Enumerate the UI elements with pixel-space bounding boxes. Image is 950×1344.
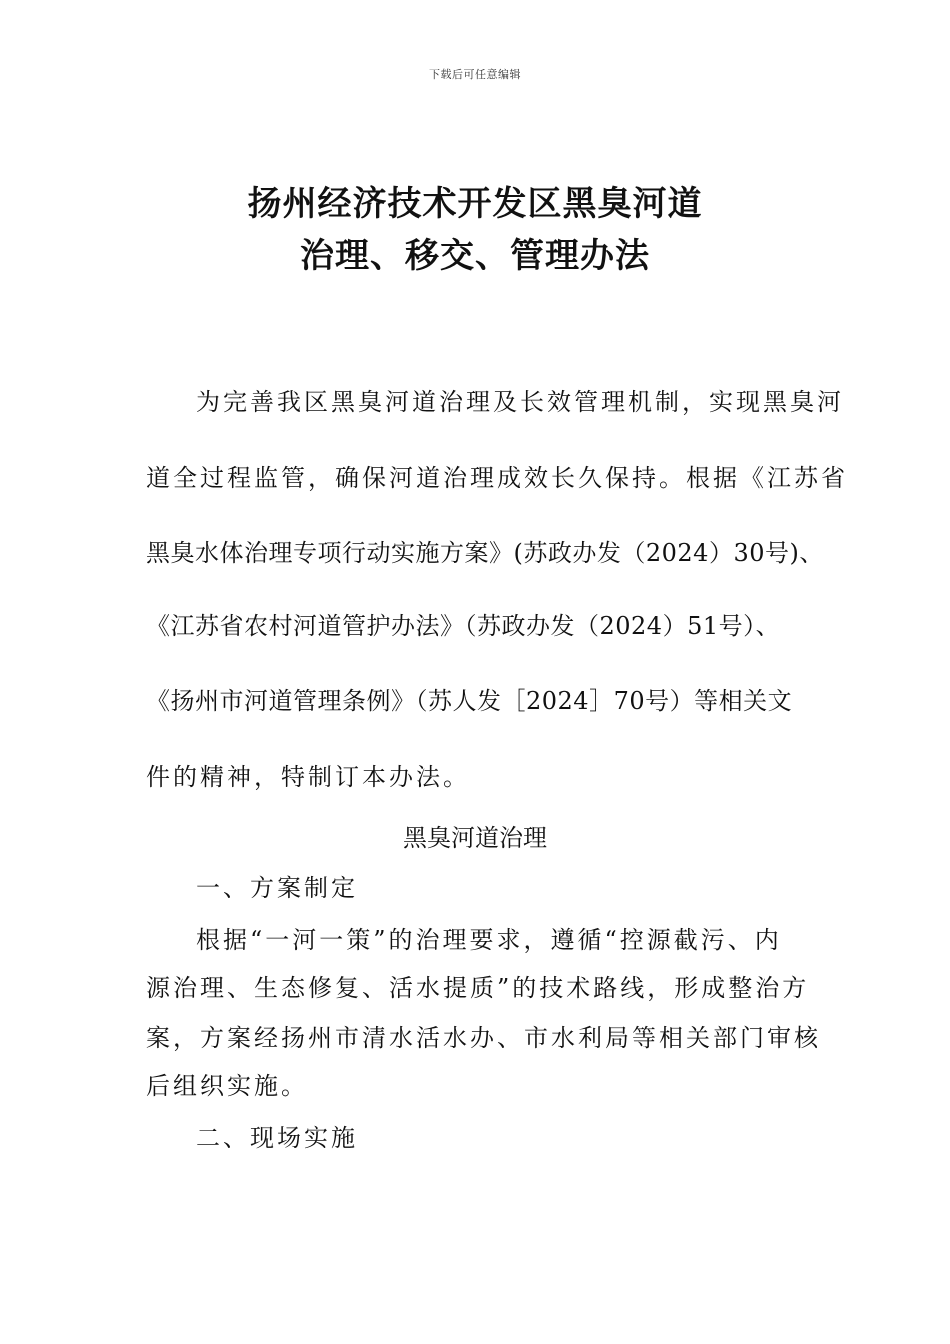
intro-line-2: 道全过程监管，确保河道治理成效长久保持。根据《江苏省 — [146, 464, 848, 492]
item-1-line-1: 根据“一河一策”的治理要求，遵循“控源截污、内 — [196, 926, 782, 954]
item-1-line-4: 后组织实施。 — [146, 1072, 308, 1100]
item-2-heading: 二、现场实施 — [196, 1124, 358, 1152]
section-heading: 黑臭河道治理 — [403, 824, 547, 852]
intro-line-1: 为完善我区黑臭河道治理及长效管理机制，实现黑臭河 — [196, 388, 844, 416]
item-1-line-2: 源治理、生态修复、活水提质”的技术路线，形成整治方 — [146, 974, 810, 1002]
intro-line-6: 件的精神，特制订本办法。 — [146, 763, 470, 791]
item-1-heading: 一、方案制定 — [196, 874, 358, 902]
document-title-line-1: 扬州经济技术开发区黑臭河道 — [247, 184, 703, 224]
intro-line-3: 黑臭水体治理专项行动实施方案》(苏政办发（2024）30号)、 — [146, 539, 824, 567]
header-note: 下载后可任意编辑 — [429, 68, 521, 81]
item-1-line-3: 案，方案经扬州市清水活水办、市水利局等相关部门审核 — [146, 1024, 821, 1052]
intro-line-5: 《扬州市河道管理条例》（苏人发［2024］70号）等相关文 — [146, 687, 793, 715]
intro-line-4: 《江苏省农村河道管护办法》（苏政办发（2024）51号）、 — [146, 612, 781, 640]
document-title-line-2: 治理、移交、管理办法 — [300, 236, 650, 276]
